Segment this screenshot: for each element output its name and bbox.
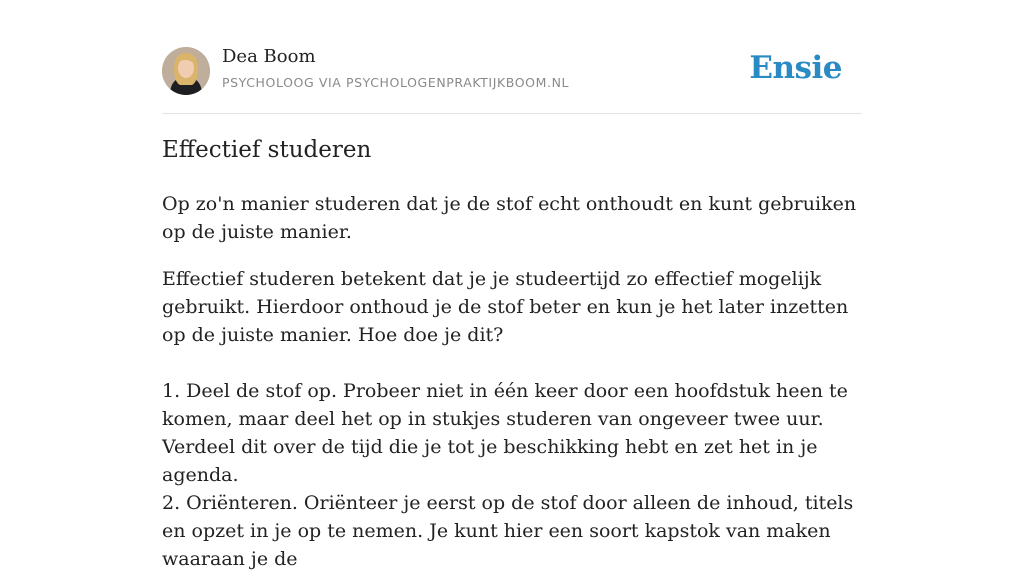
article-step: 1. Deel de stof op. Probeer niet in één keer door een hoofdstuk heen te komen, maar deel het op in stukjes studeren van ongeveer twee uur. Verdeel dit over de tijd die je tot je beschikking hebt en zet het in je agenda. — [162, 380, 848, 486]
author-role[interactable]: PSYCHOLOOG VIA PSYCHOLOGENPRAKTIJKBOOM.NL — [222, 75, 570, 90]
author-avatar[interactable] — [162, 47, 210, 95]
ensie-logo[interactable]: Ensie — [749, 50, 842, 86]
author-header — [162, 46, 862, 96]
article-body — [162, 265, 872, 573]
paragraph-spacer — [162, 349, 872, 377]
person-avatar-icon — [162, 47, 210, 95]
article-body-lead: Effectief studeren betekent dat je je studeertijd zo effectief mogelijk gebruikt. Hierdoor onthoud je de stof beter en kun je het later inzetten op de juiste manier. Hoe doe je dit? — [162, 268, 849, 346]
article-title: Effectief studeren — [162, 137, 372, 163]
author-name[interactable]: Dea Boom — [222, 46, 316, 67]
article-intro: Op zo'n manier studeren dat je de stof echt onthoudt en kunt gebruiken op de juiste manier. — [162, 193, 857, 243]
article-step: 2. Oriënteren. Oriënteer je eerst op de stof door alleen de inhoud, titels en opzet in je op te nemen. Je kunt hier een soort kapstok van maken waaraan je de — [162, 492, 854, 570]
header-divider — [162, 113, 862, 114]
